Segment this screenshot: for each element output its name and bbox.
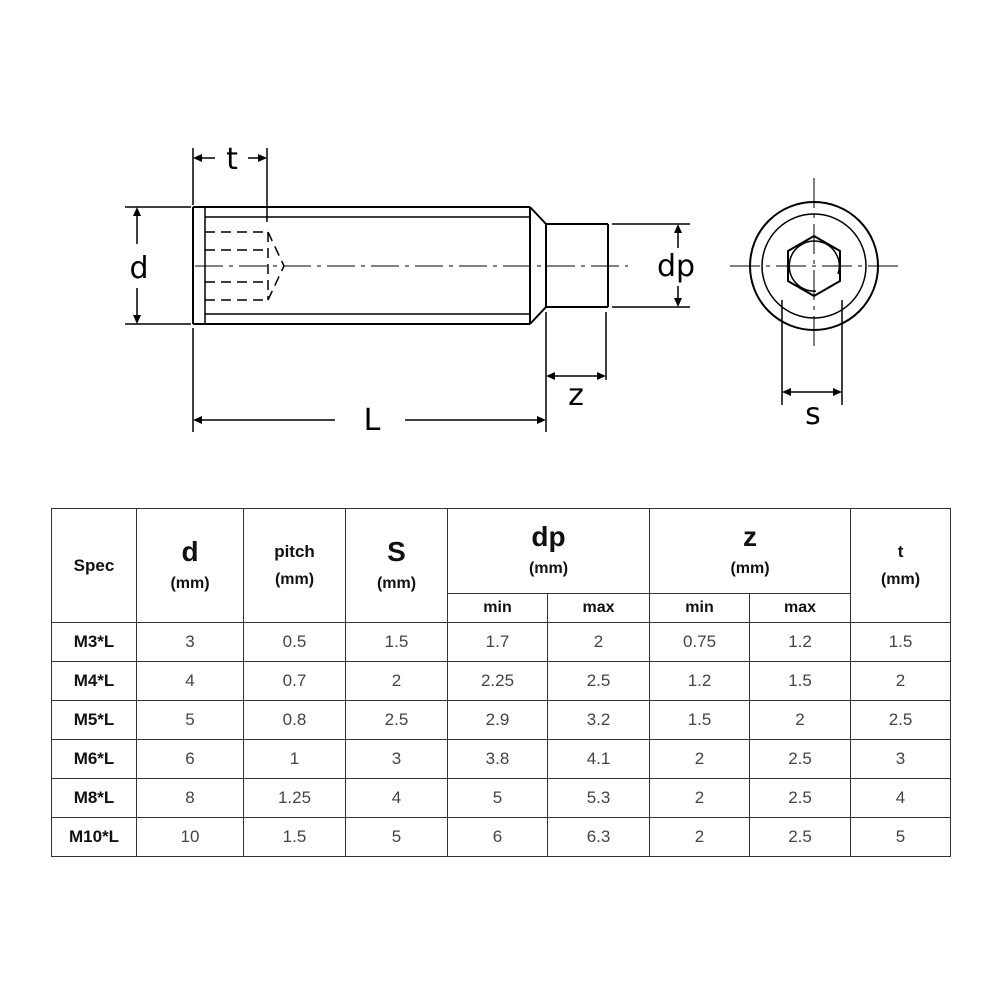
spec-table — [51, 508, 951, 857]
cell-z-max: 2.5 — [750, 779, 851, 818]
cell-t: 4 — [851, 779, 951, 818]
cell-spec: M8*L — [52, 779, 137, 818]
cell-spec: M10*L — [52, 818, 137, 857]
cell-dp-max: 2.5 — [548, 662, 650, 701]
cell-spec: M3*L — [52, 623, 137, 662]
header-row — [52, 509, 951, 594]
cell-s: 2.5 — [346, 701, 448, 740]
cell-s: 5 — [346, 818, 448, 857]
header-dp-min: min — [448, 594, 548, 623]
cell-dp-max: 6.3 — [548, 818, 650, 857]
cell-d: 4 — [137, 662, 244, 701]
cell-dp-min: 6 — [448, 818, 548, 857]
cell-t: 3 — [851, 740, 951, 779]
set-screw-drawing — [0, 0, 1000, 470]
cell-z-max: 2.5 — [750, 818, 851, 857]
cell-z-max: 1.2 — [750, 623, 851, 662]
dimension-arrowheads — [133, 154, 842, 424]
header-dp: dp (mm) — [448, 509, 650, 594]
label-s: s — [805, 397, 821, 432]
cell-pitch: 1.5 — [244, 818, 346, 857]
table-row — [52, 818, 951, 857]
cell-dp-min: 3.8 — [448, 740, 548, 779]
header-z-min: min — [650, 594, 750, 623]
cell-t: 2.5 — [851, 701, 951, 740]
header-t: t (mm) — [851, 509, 951, 623]
cell-pitch: 1 — [244, 740, 346, 779]
cell-spec: M4*L — [52, 662, 137, 701]
cell-s: 3 — [346, 740, 448, 779]
cell-pitch: 1.25 — [244, 779, 346, 818]
cell-pitch: 0.8 — [244, 701, 346, 740]
cell-d: 8 — [137, 779, 244, 818]
cell-s: 1.5 — [346, 623, 448, 662]
cell-spec: M5*L — [52, 701, 137, 740]
label-dp: dp — [656, 249, 696, 284]
cell-s: 2 — [346, 662, 448, 701]
header-s: S (mm) — [346, 509, 448, 623]
cell-pitch: 0.7 — [244, 662, 346, 701]
cell-z-min: 1.2 — [650, 662, 750, 701]
cell-z-min: 2 — [650, 740, 750, 779]
cell-d: 6 — [137, 740, 244, 779]
header-d: d (mm) — [137, 509, 244, 623]
label-d: d — [129, 251, 149, 286]
cell-dp-max: 4.1 — [548, 740, 650, 779]
end-view — [730, 178, 898, 350]
cell-t: 1.5 — [851, 623, 951, 662]
cell-z-max: 1.5 — [750, 662, 851, 701]
cell-dp-min: 2.9 — [448, 701, 548, 740]
cell-d: 3 — [137, 623, 244, 662]
cell-z-min: 2 — [650, 779, 750, 818]
cell-dp-min: 5 — [448, 779, 548, 818]
cell-dp-min: 1.7 — [448, 623, 548, 662]
cell-d: 10 — [137, 818, 244, 857]
header-dp-max: max — [548, 594, 650, 623]
header-z-max: max — [750, 594, 851, 623]
label-L: L — [363, 403, 381, 438]
cell-dp-max: 2 — [548, 623, 650, 662]
table-row — [52, 623, 951, 662]
table-row — [52, 740, 951, 779]
table-row — [52, 779, 951, 818]
cell-dp-min: 2.25 — [448, 662, 548, 701]
header-pitch: pitch (mm) — [244, 509, 346, 623]
cell-dp-max: 5.3 — [548, 779, 650, 818]
cell-t: 2 — [851, 662, 951, 701]
cell-d: 5 — [137, 701, 244, 740]
table-row — [52, 662, 951, 701]
cell-dp-max: 3.2 — [548, 701, 650, 740]
cell-pitch: 0.5 — [244, 623, 346, 662]
header-z: z (mm) — [650, 509, 851, 594]
label-t: t — [226, 142, 238, 177]
cell-s: 4 — [346, 779, 448, 818]
cell-z-min: 1.5 — [650, 701, 750, 740]
cell-z-max: 2.5 — [750, 740, 851, 779]
cell-z-min: 0.75 — [650, 623, 750, 662]
table-row — [52, 701, 951, 740]
cell-spec: M6*L — [52, 740, 137, 779]
header-spec: Spec — [52, 509, 137, 623]
label-z: z — [568, 378, 584, 413]
cell-z-max: 2 — [750, 701, 851, 740]
cell-z-min: 2 — [650, 818, 750, 857]
cell-t: 5 — [851, 818, 951, 857]
